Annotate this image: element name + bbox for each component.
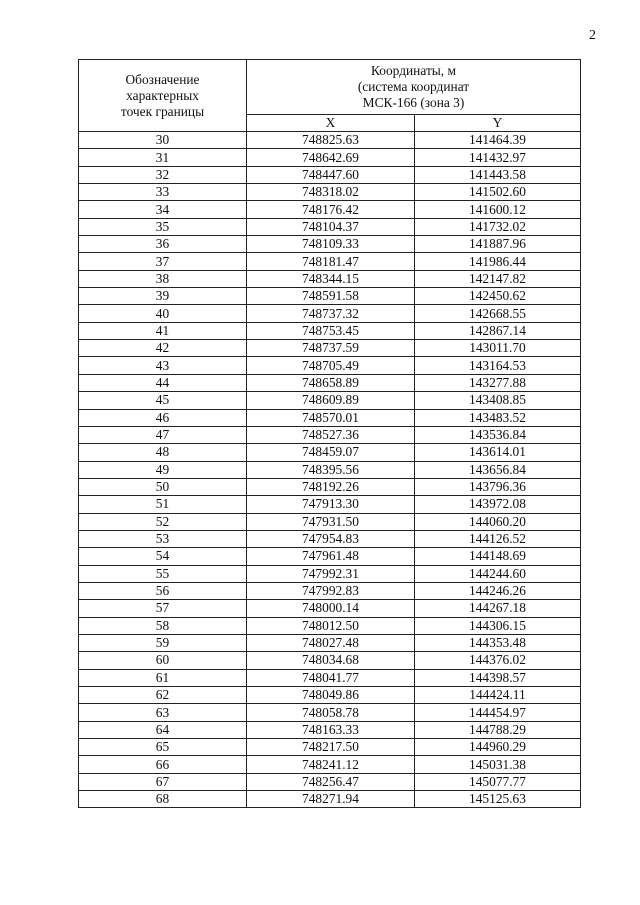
table-row (79, 617, 581, 634)
table-row (79, 270, 581, 287)
table-row (79, 166, 581, 183)
header-coords-line-1: Координаты, м (371, 63, 456, 78)
point-number-cell: 44 (79, 374, 247, 391)
x-coordinate-cell: 748271.94 (247, 791, 415, 808)
y-coordinate-cell: 143408.85 (415, 392, 581, 409)
point-number-cell: 42 (79, 340, 247, 357)
point-number-cell: 67 (79, 773, 247, 790)
table-row (79, 739, 581, 756)
point-number-cell: 33 (79, 184, 247, 201)
table-row (79, 340, 581, 357)
x-coordinate-cell: 748705.49 (247, 357, 415, 374)
table-row (79, 478, 581, 495)
x-coordinate-cell: 748049.86 (247, 687, 415, 704)
x-coordinate-cell: 747931.50 (247, 513, 415, 530)
point-number-cell: 48 (79, 444, 247, 461)
header-point-line-1: Обозначение (125, 71, 200, 87)
table-row (79, 218, 581, 235)
point-number-cell: 57 (79, 600, 247, 617)
y-coordinate-cell: 143796.36 (415, 478, 581, 495)
x-coordinate-cell: 747961.48 (247, 548, 415, 565)
point-number-cell: 68 (79, 791, 247, 808)
point-number-cell: 66 (79, 756, 247, 773)
point-number-cell: 61 (79, 669, 247, 686)
point-number-cell: 35 (79, 218, 247, 235)
table-row (79, 652, 581, 669)
y-coordinate-cell: 144244.60 (415, 565, 581, 582)
y-coordinate-cell: 143972.08 (415, 496, 581, 513)
x-coordinate-cell: 748109.33 (247, 236, 415, 253)
table-row (79, 756, 581, 773)
y-coordinate-cell: 142668.55 (415, 305, 581, 322)
point-number-cell: 60 (79, 652, 247, 669)
table-row (79, 357, 581, 374)
x-coordinate-cell: 748737.32 (247, 305, 415, 322)
x-coordinate-cell: 747913.30 (247, 496, 415, 513)
table-row (79, 634, 581, 651)
point-number-cell: 62 (79, 687, 247, 704)
point-number-cell: 54 (79, 548, 247, 565)
y-coordinate-cell: 143483.52 (415, 409, 581, 426)
page-number: 2 (589, 28, 596, 43)
y-coordinate-cell: 143277.88 (415, 374, 581, 391)
y-coordinate-cell: 141502.60 (415, 184, 581, 201)
point-number-cell: 37 (79, 253, 247, 270)
y-coordinate-cell: 141432.97 (415, 149, 581, 166)
y-coordinate-cell: 141986.44 (415, 253, 581, 270)
point-number-cell: 58 (79, 617, 247, 634)
y-coordinate-cell: 144424.11 (415, 687, 581, 704)
x-coordinate-cell: 748318.02 (247, 184, 415, 201)
table-row (79, 374, 581, 391)
table-row (79, 288, 581, 305)
x-coordinate-cell: 748181.47 (247, 253, 415, 270)
y-coordinate-cell: 144398.57 (415, 669, 581, 686)
y-coordinate-cell: 144246.26 (415, 582, 581, 599)
point-number-cell: 50 (79, 478, 247, 495)
point-number-cell: 46 (79, 409, 247, 426)
x-coordinate-cell: 747992.83 (247, 582, 415, 599)
y-coordinate-cell: 144267.18 (415, 600, 581, 617)
table-row (79, 184, 581, 201)
x-coordinate-cell: 748027.48 (247, 634, 415, 651)
table-row (79, 582, 581, 599)
table-row (79, 704, 581, 721)
table-row (79, 496, 581, 513)
header-point-designation (79, 60, 247, 132)
point-number-cell: 40 (79, 305, 247, 322)
x-coordinate-cell: 748825.63 (247, 132, 415, 149)
x-coordinate-cell: 748737.59 (247, 340, 415, 357)
table-row (79, 426, 581, 443)
point-number-cell: 56 (79, 582, 247, 599)
table-row (79, 721, 581, 738)
point-number-cell: 53 (79, 530, 247, 547)
y-coordinate-cell: 144454.97 (415, 704, 581, 721)
x-coordinate-cell: 747954.83 (247, 530, 415, 547)
x-coordinate-cell: 748058.78 (247, 704, 415, 721)
table-row (79, 409, 581, 426)
x-coordinate-cell: 748591.58 (247, 288, 415, 305)
table-row (79, 548, 581, 565)
table-row (79, 305, 581, 322)
table-row (79, 513, 581, 530)
x-coordinate-cell: 748344.15 (247, 270, 415, 287)
point-number-cell: 55 (79, 565, 247, 582)
x-coordinate-cell: 748753.45 (247, 322, 415, 339)
y-coordinate-cell: 144788.29 (415, 721, 581, 738)
y-coordinate-cell: 144148.69 (415, 548, 581, 565)
point-number-cell: 38 (79, 270, 247, 287)
y-coordinate-cell: 144126.52 (415, 530, 581, 547)
y-coordinate-cell: 142867.14 (415, 322, 581, 339)
point-number-cell: 47 (79, 426, 247, 443)
y-coordinate-cell: 141732.02 (415, 218, 581, 235)
table-row (79, 461, 581, 478)
y-coordinate-cell: 145125.63 (415, 791, 581, 808)
table-body (79, 132, 581, 808)
point-number-cell: 64 (79, 721, 247, 738)
x-coordinate-cell: 748217.50 (247, 739, 415, 756)
table-row (79, 201, 581, 218)
y-coordinate-cell: 145031.38 (415, 756, 581, 773)
point-number-cell: 49 (79, 461, 247, 478)
x-coordinate-cell: 748176.42 (247, 201, 415, 218)
x-coordinate-cell: 748000.14 (247, 600, 415, 617)
y-coordinate-cell: 144306.15 (415, 617, 581, 634)
x-coordinate-cell: 748459.07 (247, 444, 415, 461)
y-coordinate-cell: 144960.29 (415, 739, 581, 756)
table-row (79, 565, 581, 582)
point-number-cell: 51 (79, 496, 247, 513)
coordinates-table (78, 59, 581, 808)
table-row (79, 669, 581, 686)
point-number-cell: 34 (79, 201, 247, 218)
x-coordinate-cell: 748642.69 (247, 149, 415, 166)
table-row (79, 791, 581, 808)
table-row (79, 322, 581, 339)
header-y: Y (415, 115, 581, 132)
x-coordinate-cell: 748395.56 (247, 461, 415, 478)
y-coordinate-cell: 143614.01 (415, 444, 581, 461)
table-row (79, 444, 581, 461)
point-number-cell: 36 (79, 236, 247, 253)
x-coordinate-cell: 748163.33 (247, 721, 415, 738)
table-row (79, 253, 581, 270)
table-row (79, 600, 581, 617)
header-x: X (247, 115, 415, 132)
x-coordinate-cell: 748192.26 (247, 478, 415, 495)
x-coordinate-cell: 748570.01 (247, 409, 415, 426)
header-coords-line-2: (система координат (357, 79, 470, 94)
table-row (79, 149, 581, 166)
table-row (79, 687, 581, 704)
point-number-cell: 39 (79, 288, 247, 305)
table-row (79, 392, 581, 409)
x-coordinate-cell: 748241.12 (247, 756, 415, 773)
x-coordinate-cell: 748256.47 (247, 773, 415, 790)
y-coordinate-cell: 141600.12 (415, 201, 581, 218)
point-number-cell: 41 (79, 322, 247, 339)
x-coordinate-cell: 748034.68 (247, 652, 415, 669)
header-coordinates (247, 60, 581, 115)
y-coordinate-cell: 141464.39 (415, 132, 581, 149)
y-coordinate-cell: 142147.82 (415, 270, 581, 287)
y-coordinate-cell: 143656.84 (415, 461, 581, 478)
x-coordinate-cell: 748104.37 (247, 218, 415, 235)
point-number-cell: 30 (79, 132, 247, 149)
point-number-cell: 43 (79, 357, 247, 374)
y-coordinate-cell: 141443.58 (415, 166, 581, 183)
header-coords-line-3: МСК-166 (зона 3) (362, 95, 465, 110)
table-row (79, 773, 581, 790)
y-coordinate-cell: 145077.77 (415, 773, 581, 790)
y-coordinate-cell: 141887.96 (415, 236, 581, 253)
point-number-cell: 45 (79, 392, 247, 409)
y-coordinate-cell: 144376.02 (415, 652, 581, 669)
point-number-cell: 32 (79, 166, 247, 183)
point-number-cell: 59 (79, 634, 247, 651)
x-coordinate-cell: 747992.31 (247, 565, 415, 582)
table-row (79, 236, 581, 253)
y-coordinate-cell: 144060.20 (415, 513, 581, 530)
header-point-line-2: характерных (126, 87, 199, 103)
y-coordinate-cell: 143164.53 (415, 357, 581, 374)
header-point-line-3: точек границы (120, 103, 205, 119)
y-coordinate-cell: 142450.62 (415, 288, 581, 305)
x-coordinate-cell: 748041.77 (247, 669, 415, 686)
x-coordinate-cell: 748658.89 (247, 374, 415, 391)
point-number-cell: 52 (79, 513, 247, 530)
table-row (79, 132, 581, 149)
x-coordinate-cell: 748012.50 (247, 617, 415, 634)
y-coordinate-cell: 144353.48 (415, 634, 581, 651)
y-coordinate-cell: 143536.84 (415, 426, 581, 443)
x-coordinate-cell: 748527.36 (247, 426, 415, 443)
point-number-cell: 31 (79, 149, 247, 166)
y-coordinate-cell: 143011.70 (415, 340, 581, 357)
x-coordinate-cell: 748609.89 (247, 392, 415, 409)
table-row (79, 530, 581, 547)
x-coordinate-cell: 748447.60 (247, 166, 415, 183)
point-number-cell: 63 (79, 704, 247, 721)
point-number-cell: 65 (79, 739, 247, 756)
